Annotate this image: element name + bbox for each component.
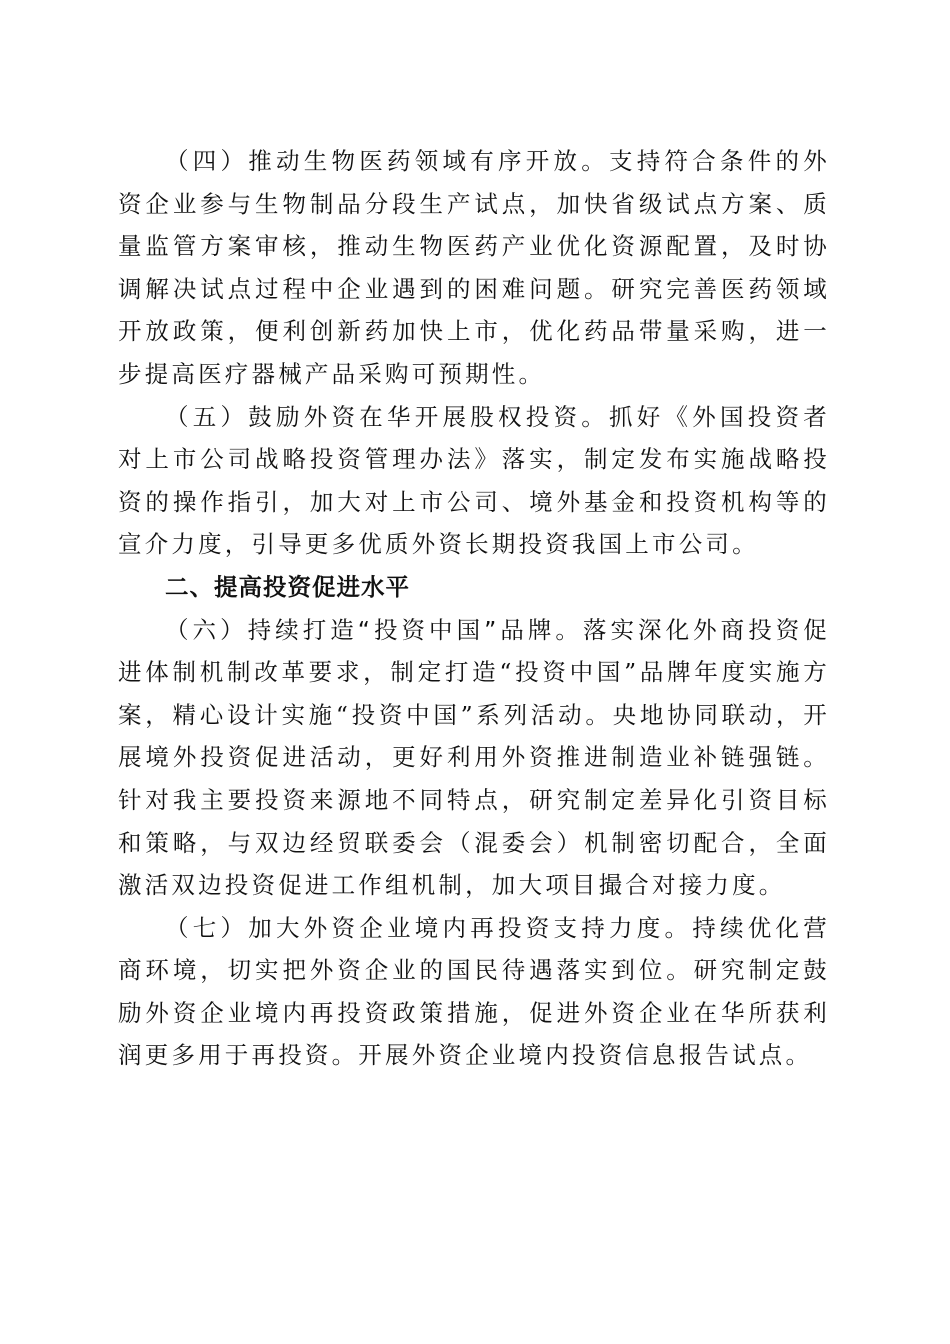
paragraph-6-lead: （六）持续打造“投资中国”品牌。 [165, 615, 583, 644]
paragraph-7-text: 持续优化营商环境，切实把外资企业的国民待遇落实到位。研究制定鼓励外资企业境内再投资政策措施，促进外资企业在华所获利润更多用于再投资。开展外资企业境内投资信息报告试点。 [118, 913, 830, 1070]
paragraph-6 [118, 609, 830, 907]
paragraph-7-lead: （七）加大外资企业境内再投资支持力度。 [165, 913, 693, 942]
paragraph-5-text: 抓好《外国投资者对上市公司战略投资管理办法》落实，制定发布实施战略投资的操作指引，加大对上市公司、境外基金和投资机构等的宣介力度，引导更多优质外资长期投资我国上市公司。 [118, 402, 830, 559]
paragraph-4-text: 支持符合条件的外资企业参与生物制品分段生产试点，加快省级试点方案、质量监管方案审核，推动生物医药产业优化资源配置，及时协调解决试点过程中企业遇到的困难问题。研究完善医药领域开放政策，便利创新药加快上市，优化药品带量采购，进一步提高医疗器械产品采购可预期性。 [118, 147, 830, 388]
paragraph-4-lead: （四）推动生物医药领域有序开放。 [165, 147, 610, 175]
paragraph-7 [118, 907, 830, 1077]
paragraph-5 [118, 396, 830, 566]
section-heading-2: 二、提高投资促进水平 [165, 572, 410, 601]
paragraph-6-text: 落实深化外商投资促进体制机制改革要求，制定打造“投资中国”品牌年度实施方案，精心设计实施“投资中国”系列活动。央地协同联动，开展境外投资促进活动，更好利用外资推进制造业补链强链。针对我主要投资来源地不同特点，研究制定差异化引资目标和策略，与双边经贸联委会（混委会）机制密切配合，全面激活双边投资促进工作组机制，加大项目撮合对接力度。 [118, 615, 830, 900]
document-body [118, 140, 830, 1077]
paragraph-4 [118, 140, 830, 396]
paragraph-5-lead: （五）鼓励外资在华开展股权投资。 [165, 402, 610, 431]
